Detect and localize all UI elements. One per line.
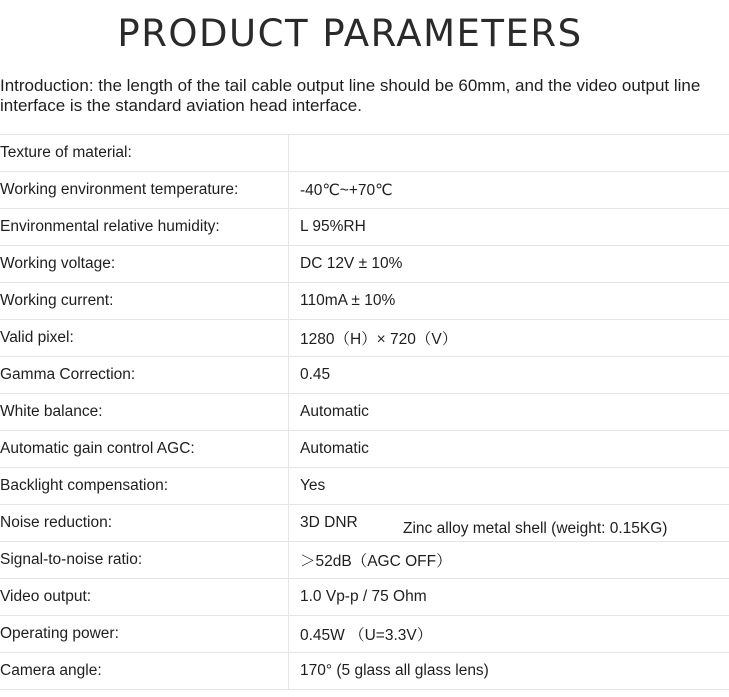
row-value: DC 12V ± 10%	[289, 246, 729, 283]
table-row	[0, 653, 729, 690]
row-label: Video output:	[0, 579, 289, 616]
introduction-text: Introduction: the length of the tail cable output line should be 60mm, and the video output line interface is the standard aviation head interface.	[0, 76, 701, 115]
row-label: Automatic gain control AGC:	[0, 431, 289, 468]
row-label: Noise reduction:	[0, 505, 289, 542]
table-row	[0, 135, 729, 172]
table-row	[0, 172, 729, 209]
row-label: Working current:	[0, 283, 289, 320]
table-row	[0, 357, 729, 394]
row-value: 170° (5 glass all glass lens)	[289, 653, 729, 690]
row-value: 110mA ± 10%	[289, 283, 729, 320]
row-value: 3D DNR	[289, 505, 729, 542]
table-row	[0, 394, 729, 431]
row-label: Backlight compensation:	[0, 468, 289, 505]
row-value: 1.0 Vp-p / 75 Ohm	[289, 579, 729, 616]
table-row	[0, 320, 729, 357]
row-value: Automatic	[289, 394, 729, 431]
row-label: Camera angle:	[0, 653, 289, 690]
table-row	[0, 542, 729, 579]
table-row	[0, 579, 729, 616]
material-note: Zinc alloy metal shell (weight: 0.15KG)	[403, 520, 668, 537]
row-value: 0.45W （U=3.3V）	[289, 616, 729, 653]
row-value: Automatic	[289, 431, 729, 468]
row-label: Working environment temperature:	[0, 172, 289, 209]
table-row	[0, 209, 729, 246]
row-label: Environmental relative humidity:	[0, 209, 289, 246]
row-label: Signal-to-noise ratio:	[0, 542, 289, 579]
row-label: Valid pixel:	[0, 320, 289, 357]
row-label: Working voltage:	[0, 246, 289, 283]
row-value: Yes	[289, 468, 729, 505]
page-title: PRODUCT PARAMETERS	[117, 12, 583, 55]
row-value: ＞52dB（AGC OFF）	[289, 542, 729, 579]
row-label: White balance:	[0, 394, 289, 431]
row-value: 1280（H）× 720（V）	[289, 320, 729, 357]
row-label: Texture of material:	[0, 135, 289, 172]
row-value	[289, 135, 729, 172]
table-row	[0, 616, 729, 653]
row-value: L 95%RH	[289, 209, 729, 246]
table-row	[0, 431, 729, 468]
row-label: Operating power:	[0, 616, 289, 653]
row-value: -40℃~+70℃	[289, 172, 729, 209]
table-row	[0, 468, 729, 505]
row-label: Gamma Correction:	[0, 357, 289, 394]
parameters-table	[0, 134, 729, 690]
table-row	[0, 246, 729, 283]
table-row	[0, 283, 729, 320]
row-value: 0.45	[289, 357, 729, 394]
